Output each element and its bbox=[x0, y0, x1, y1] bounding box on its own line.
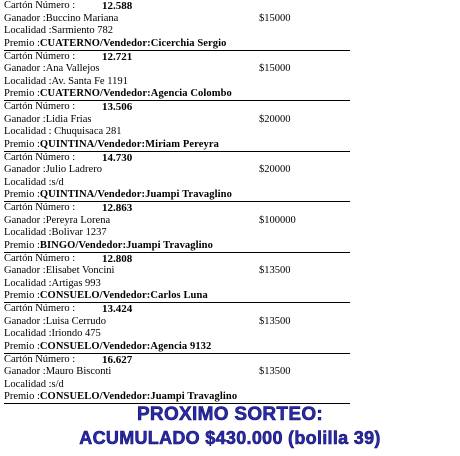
winner-record bbox=[4, 152, 350, 203]
winner-record bbox=[4, 202, 350, 253]
premio-value: QUINTINA/Vendedor:Juampi Travaglino bbox=[39, 189, 232, 200]
premio-line bbox=[4, 38, 350, 51]
carton-number: 12.721 bbox=[102, 50, 133, 63]
ganador-line bbox=[4, 13, 350, 26]
premio-value: CUATERNO/Vendedor:Agencia Colombo bbox=[39, 88, 232, 99]
ganador-text: Ganador :Julio Ladrero bbox=[4, 164, 102, 175]
localidad-line: Localidad :s/d bbox=[4, 176, 64, 188]
winner-record bbox=[4, 0, 350, 51]
carton-number: 12.863 bbox=[102, 202, 133, 214]
premio-value: QUINTINA/Vendedor:Miriam Pereyra bbox=[39, 138, 219, 150]
carton-label: Cartón Número : bbox=[4, 151, 76, 163]
prize-amount: $15000 bbox=[259, 63, 291, 74]
premio-line bbox=[4, 391, 350, 404]
jackpot-text: ACUMULADO $430.000 (bolilla 39) bbox=[79, 428, 381, 448]
ganador-line bbox=[4, 265, 350, 278]
premio-line bbox=[4, 290, 350, 303]
premio-label: Premio : bbox=[4, 88, 40, 99]
premio-label: Premio : bbox=[4, 138, 40, 150]
ganador-line bbox=[4, 63, 350, 76]
carton-number: 16.627 bbox=[102, 353, 133, 366]
ganador-text: Ganador :Buccino Mariana bbox=[4, 12, 119, 24]
ganador-text: Ganador :Mauro Bisconti bbox=[4, 366, 112, 377]
premio-value: CONSUELO/Vendedor:Juampi Travaglino bbox=[39, 391, 238, 402]
winners-list bbox=[4, 0, 350, 404]
premio-value: CONSUELO/Vendedor:Agencia 9132 bbox=[39, 340, 212, 352]
premio-label: Premio : bbox=[4, 189, 40, 200]
ganador-text: Ganador :Pereyra Lorena bbox=[4, 214, 111, 226]
carton-line bbox=[4, 354, 350, 367]
carton-label: Cartón Número : bbox=[4, 0, 76, 11]
ganador-line bbox=[4, 164, 350, 177]
ganador-line bbox=[4, 366, 350, 379]
carton-number: 13.424 bbox=[102, 303, 133, 315]
ganador-text: Ganador :Lidia Frias bbox=[4, 113, 92, 125]
carton-number: 13.506 bbox=[102, 101, 133, 113]
carton-number: 14.730 bbox=[102, 151, 133, 164]
winner-record bbox=[4, 354, 350, 405]
carton-number: 12.808 bbox=[102, 252, 133, 265]
carton-line bbox=[4, 202, 350, 215]
premio-line bbox=[4, 240, 350, 253]
localidad-line: Localidad :Artigas 993 bbox=[4, 277, 101, 289]
premio-value: BINGO/Vendedor:Juampi Travaglino bbox=[39, 239, 213, 251]
prize-amount: $13500 bbox=[259, 265, 291, 276]
carton-line bbox=[4, 253, 350, 266]
premio-label: Premio : bbox=[4, 239, 40, 251]
carton-line bbox=[4, 303, 350, 316]
ganador-line bbox=[4, 316, 350, 329]
premio-label: Premio : bbox=[4, 37, 40, 49]
carton-line bbox=[4, 0, 350, 13]
carton-line bbox=[4, 152, 350, 165]
premio-label: Premio : bbox=[4, 340, 40, 352]
premio-label: Premio : bbox=[4, 391, 40, 402]
prize-amount: $15000 bbox=[259, 12, 291, 24]
winner-record bbox=[4, 303, 350, 354]
prize-amount: $20000 bbox=[259, 164, 291, 175]
winner-record bbox=[4, 51, 350, 102]
localidad-line: Localidad :s/d bbox=[4, 378, 64, 390]
premio-line bbox=[4, 88, 350, 101]
carton-label: Cartón Número : bbox=[4, 353, 76, 365]
ganador-line bbox=[4, 215, 350, 228]
ganador-text: Ganador :Elisabet Voncini bbox=[4, 265, 115, 276]
carton-label: Cartón Número : bbox=[4, 202, 76, 213]
premio-line bbox=[4, 189, 350, 202]
ganador-line bbox=[4, 114, 350, 127]
localidad-line: Localidad :Iriondo 475 bbox=[4, 328, 101, 339]
premio-value: CONSUELO/Vendedor:Carlos Luna bbox=[39, 290, 208, 301]
prize-amount: $13500 bbox=[259, 315, 291, 327]
carton-label: Cartón Número : bbox=[4, 101, 76, 112]
premio-line bbox=[4, 341, 350, 354]
carton-line bbox=[4, 51, 350, 64]
ganador-text: Ganador :Ana Vallejos bbox=[4, 63, 100, 74]
localidad-line: Localidad : Chuquisaca 281 bbox=[4, 126, 122, 137]
next-draw-title: PROXIMO SORTEO: bbox=[136, 404, 324, 425]
prize-amount: $20000 bbox=[259, 113, 291, 125]
carton-line bbox=[4, 101, 350, 114]
ganador-text: Ganador :Luisa Cerrudo bbox=[4, 315, 107, 327]
winner-record bbox=[4, 253, 350, 304]
localidad-line: Localidad :Sarmiento 782 bbox=[4, 25, 114, 36]
localidad-line: Localidad :Av. Santa Fe 1191 bbox=[4, 75, 128, 87]
carton-number: 12.588 bbox=[102, 0, 133, 12]
premio-label: Premio : bbox=[4, 290, 40, 301]
prize-amount: $13500 bbox=[259, 366, 291, 377]
premio-line bbox=[4, 139, 350, 152]
localidad-line: Localidad :Bolivar 1237 bbox=[4, 227, 107, 238]
prize-amount: $100000 bbox=[259, 214, 296, 226]
winner-record bbox=[4, 101, 350, 152]
carton-label: Cartón Número : bbox=[4, 252, 76, 264]
premio-value: CUATERNO/Vendedor:Cicerchia Sergio bbox=[39, 37, 227, 49]
carton-label: Cartón Número : bbox=[4, 50, 76, 62]
carton-label: Cartón Número : bbox=[4, 303, 76, 314]
